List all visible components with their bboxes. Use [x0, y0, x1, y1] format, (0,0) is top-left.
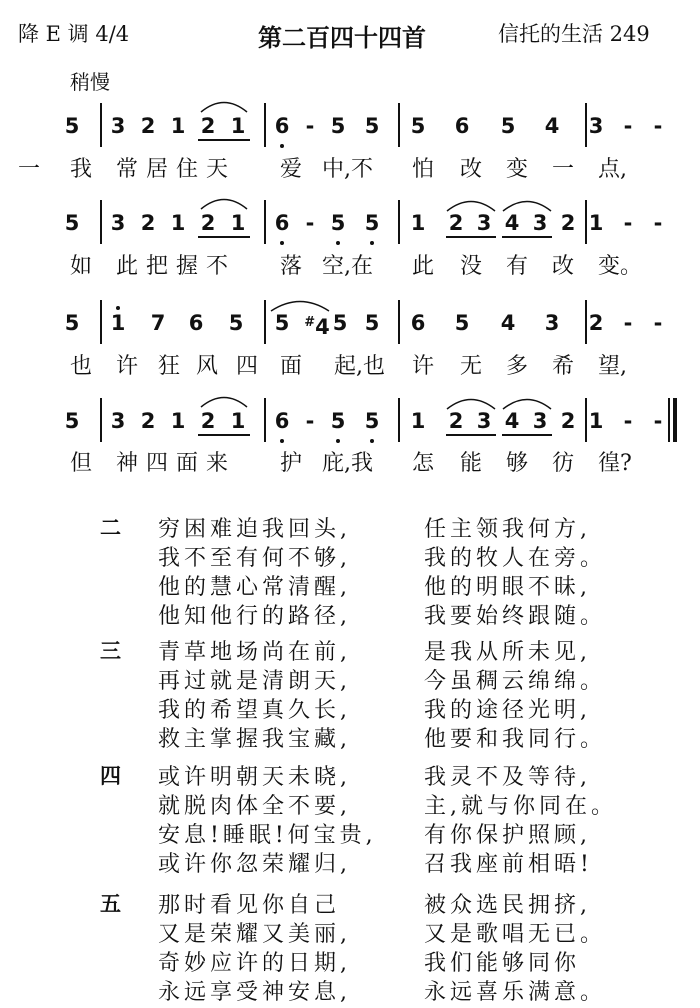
lyric-syllable: 点,	[598, 157, 627, 182]
note: 4	[504, 409, 520, 433]
octave-dot	[370, 439, 374, 443]
verse-line-right: 召我座前相晤!	[424, 852, 593, 877]
octave-dot	[336, 241, 340, 245]
barline	[264, 300, 266, 344]
lyric-syllable: 变	[506, 157, 529, 182]
note: 1	[410, 211, 426, 235]
barline	[100, 103, 102, 147]
note: 5	[330, 114, 346, 138]
lyric-syllable: 有	[506, 254, 529, 279]
note: -	[305, 211, 315, 235]
barline	[585, 300, 587, 344]
note: 5	[330, 211, 346, 235]
note: 3	[544, 311, 560, 335]
octave-dot	[280, 241, 284, 245]
verse-line-left: 或许你忽荣耀归,	[158, 852, 351, 877]
verse-line-left: 我的希望真久长,	[158, 698, 351, 723]
note: 1	[110, 311, 126, 335]
lyric-syllable: 居	[146, 157, 169, 182]
octave-dot	[336, 439, 340, 443]
eighth-underline	[446, 236, 496, 238]
note: 1	[170, 409, 186, 433]
verse-line-right: 是我从所未见,	[424, 640, 591, 665]
note: 2	[140, 211, 156, 235]
verse-number: 二	[100, 516, 121, 540]
note: 6	[274, 211, 290, 235]
verse-line-left: 永远享受神安息,	[158, 980, 351, 1005]
note: 1	[410, 409, 426, 433]
verse-line-right: 他要和我同行。	[424, 727, 607, 752]
verse-line-left: 奇妙应许的日期,	[158, 951, 351, 976]
lyric-syllable: 风	[196, 354, 219, 379]
lyric-syllable: 无	[460, 354, 483, 379]
note: 1	[230, 114, 246, 138]
octave-dot	[280, 439, 284, 443]
lyric-syllable: 中,不	[322, 157, 373, 182]
lyric-syllable: 落	[280, 254, 303, 279]
lyric-syllable: 怎	[412, 451, 435, 476]
note: 2	[448, 211, 464, 235]
barline	[264, 398, 266, 442]
lyric-syllable: 但	[70, 451, 93, 476]
note: 2	[140, 114, 156, 138]
lyric-syllable: 改	[552, 254, 575, 279]
note: 3	[476, 409, 492, 433]
barline	[585, 200, 587, 244]
verse-line-left: 青草地场尚在前,	[158, 640, 351, 665]
tempo-marking: 稍慢	[70, 70, 110, 94]
sharp-note	[304, 312, 330, 338]
note: 5	[274, 311, 290, 335]
lyric-syllable: 能	[460, 451, 483, 476]
note: 6	[274, 409, 290, 433]
note: -	[623, 311, 633, 335]
barline	[668, 398, 670, 442]
lyric-syllable: 许	[116, 354, 139, 379]
verse-line-right: 又是歌唱无已。	[424, 922, 607, 947]
verse-line-right: 我灵不及等待,	[424, 765, 591, 790]
key-signature: 降 E 调 4/4	[18, 22, 130, 46]
verse-line-left: 他的慧心常清醒,	[158, 575, 351, 600]
verse-number: 五	[100, 892, 121, 916]
barline	[100, 200, 102, 244]
note: 2	[200, 114, 216, 138]
lyric-syllable: 此	[116, 254, 139, 279]
barline	[100, 300, 102, 344]
lyric-syllable: 够	[506, 451, 529, 476]
lyric-syllable: 握	[176, 254, 199, 279]
verse-line-left: 他知他行的路径,	[158, 604, 351, 629]
note: 5	[364, 311, 380, 335]
octave-dot	[280, 144, 284, 148]
lyric-syllable: 不	[206, 254, 229, 279]
note: 6	[454, 114, 470, 138]
note: 5	[330, 409, 346, 433]
barline	[585, 103, 587, 147]
octave-dot	[370, 241, 374, 245]
note: 5	[500, 114, 516, 138]
note: 5	[364, 409, 380, 433]
note: 4	[500, 311, 516, 335]
verse-line-right: 被众选民拥挤,	[424, 893, 591, 918]
note: 1	[230, 409, 246, 433]
lyric-syllable: 许	[412, 354, 435, 379]
note: 4	[544, 114, 560, 138]
note: 5	[364, 211, 380, 235]
note: 2	[140, 409, 156, 433]
slur-arc	[446, 396, 496, 410]
verse-line-right: 今虽稠云绵绵。	[424, 669, 607, 694]
note: 5	[332, 311, 348, 335]
note: 3	[110, 114, 126, 138]
note: 5	[64, 211, 80, 235]
lyric-syllable: 四	[146, 451, 169, 476]
slur-arc	[200, 196, 248, 210]
note: 5	[64, 311, 80, 335]
note: 3	[110, 211, 126, 235]
note: 1	[588, 409, 604, 433]
note-digit: 4	[315, 315, 330, 339]
note: 2	[200, 211, 216, 235]
verse-line-left: 安息!睡眠!何宝贵,	[158, 823, 377, 848]
note: -	[653, 311, 663, 335]
slur-arc	[502, 198, 552, 212]
slur-arc	[200, 394, 248, 408]
verse-line-right: 他的明眼不昧,	[424, 575, 591, 600]
verse-line-right: 有你保护照顾,	[424, 823, 591, 848]
verse-line-right: 任主领我何方,	[424, 517, 591, 542]
note: 5	[64, 114, 80, 138]
note: -	[623, 409, 633, 433]
lyric-syllable: 来	[206, 451, 229, 476]
lyric-syllable: 庇,我	[322, 451, 373, 476]
lyric-syllable: 多	[506, 354, 529, 379]
verse-line-left: 又是荣耀又美丽,	[158, 922, 351, 947]
verse-number: 四	[100, 764, 121, 788]
verse-line-left: 或许明朝天未晓,	[158, 765, 351, 790]
note: -	[653, 211, 663, 235]
note: 1	[588, 211, 604, 235]
eighth-underline	[446, 434, 496, 436]
barline	[398, 300, 400, 344]
slur-arc	[200, 99, 248, 113]
note: 1	[230, 211, 246, 235]
note: 5	[64, 409, 80, 433]
slur-arc	[446, 198, 496, 212]
note: 2	[560, 409, 576, 433]
verse-line-right: 我的牧人在旁。	[424, 546, 607, 571]
lyric-syllable: 起,也	[334, 354, 385, 379]
note: -	[305, 114, 315, 138]
note: 6	[274, 114, 290, 138]
note: 1	[170, 211, 186, 235]
verse-line-left: 穷困难迫我回头,	[158, 517, 351, 542]
verse-line-left: 就脱肉体全不要,	[158, 794, 351, 819]
lyric-syllable: 面	[280, 354, 303, 379]
lyric-syllable: 怕	[412, 157, 435, 182]
note: -	[623, 211, 633, 235]
verse-line-left: 再过就是清朗天,	[158, 669, 351, 694]
note: 5	[228, 311, 244, 335]
slur-arc	[270, 298, 330, 312]
lyric-syllable: 没	[460, 254, 483, 279]
note: -	[653, 409, 663, 433]
barline	[398, 398, 400, 442]
lyric-syllable: 面	[176, 451, 199, 476]
lyric-syllable: 变。	[598, 254, 643, 279]
lyric-syllable: 狂	[158, 354, 181, 379]
verse-number: 三	[100, 639, 121, 663]
barline	[398, 200, 400, 244]
lyric-syllable: 望,	[598, 354, 627, 379]
note: 5	[364, 114, 380, 138]
verse-line-right: 主,就与你同在。	[424, 794, 617, 819]
note: 4	[504, 211, 520, 235]
lyric-syllable: 改	[460, 157, 483, 182]
lyric-syllable: 神	[116, 451, 139, 476]
note: 3	[588, 114, 604, 138]
category-label: 信托的生活 249	[498, 22, 650, 46]
note: 2	[448, 409, 464, 433]
note: 5	[410, 114, 426, 138]
eighth-underline	[198, 236, 250, 238]
eighth-underline	[198, 434, 250, 436]
note: 1	[170, 114, 186, 138]
note: 3	[532, 211, 548, 235]
lyric-syllable: 也	[70, 354, 93, 379]
verse-line-right: 永远喜乐满意。	[424, 980, 607, 1005]
verse-line-left: 那时看见你自己	[158, 893, 341, 918]
note: 3	[476, 211, 492, 235]
octave-dot	[116, 306, 120, 310]
note: 3	[532, 409, 548, 433]
barline	[398, 103, 400, 147]
verse-line-left: 我不至有何不够,	[158, 546, 351, 571]
lyric-syllable: 常	[116, 157, 139, 182]
lyric-syllable: 爱	[280, 157, 303, 182]
verse-line-right: 我的途径光明,	[424, 698, 591, 723]
verse-line-right: 我要始终跟随。	[424, 604, 607, 629]
note: 6	[410, 311, 426, 335]
lyric-syllable: 天	[206, 157, 229, 182]
lyric-syllable: 此	[412, 254, 435, 279]
lyric-syllable: 徨?	[598, 451, 632, 476]
lyric-syllable: 彷	[552, 451, 575, 476]
eighth-underline	[502, 434, 552, 436]
page-title: 第二百四十四首	[258, 24, 426, 52]
sharp-sign: #	[304, 315, 316, 330]
final-barline	[673, 398, 677, 442]
lyric-syllable: 把	[146, 254, 169, 279]
barline	[264, 103, 266, 147]
lyric-syllable: 希	[552, 354, 575, 379]
lyric-syllable: 四	[236, 354, 259, 379]
note: -	[653, 114, 663, 138]
slur-arc	[502, 396, 552, 410]
barline	[585, 398, 587, 442]
eighth-underline	[502, 236, 552, 238]
lyric-syllable: 空,在	[322, 254, 373, 279]
note: 5	[454, 311, 470, 335]
lyric-syllable: 护	[280, 451, 303, 476]
barline	[264, 200, 266, 244]
note: 2	[560, 211, 576, 235]
lyric-syllable: 住	[176, 157, 199, 182]
verse-line-left: 救主掌握我宝藏,	[158, 727, 351, 752]
verse-line-right: 我们能够同你	[424, 951, 581, 976]
eighth-underline	[198, 139, 250, 141]
note: 3	[110, 409, 126, 433]
lyric-syllable: 一	[18, 157, 41, 182]
note: -	[623, 114, 633, 138]
note: 7	[150, 311, 166, 335]
lyric-syllable: 如	[70, 254, 93, 279]
lyric-syllable: 我	[70, 157, 93, 182]
note: 2	[200, 409, 216, 433]
note: 6	[188, 311, 204, 335]
note: 2	[588, 311, 604, 335]
lyric-syllable: 一	[552, 157, 575, 182]
note: -	[305, 409, 315, 433]
barline	[100, 398, 102, 442]
